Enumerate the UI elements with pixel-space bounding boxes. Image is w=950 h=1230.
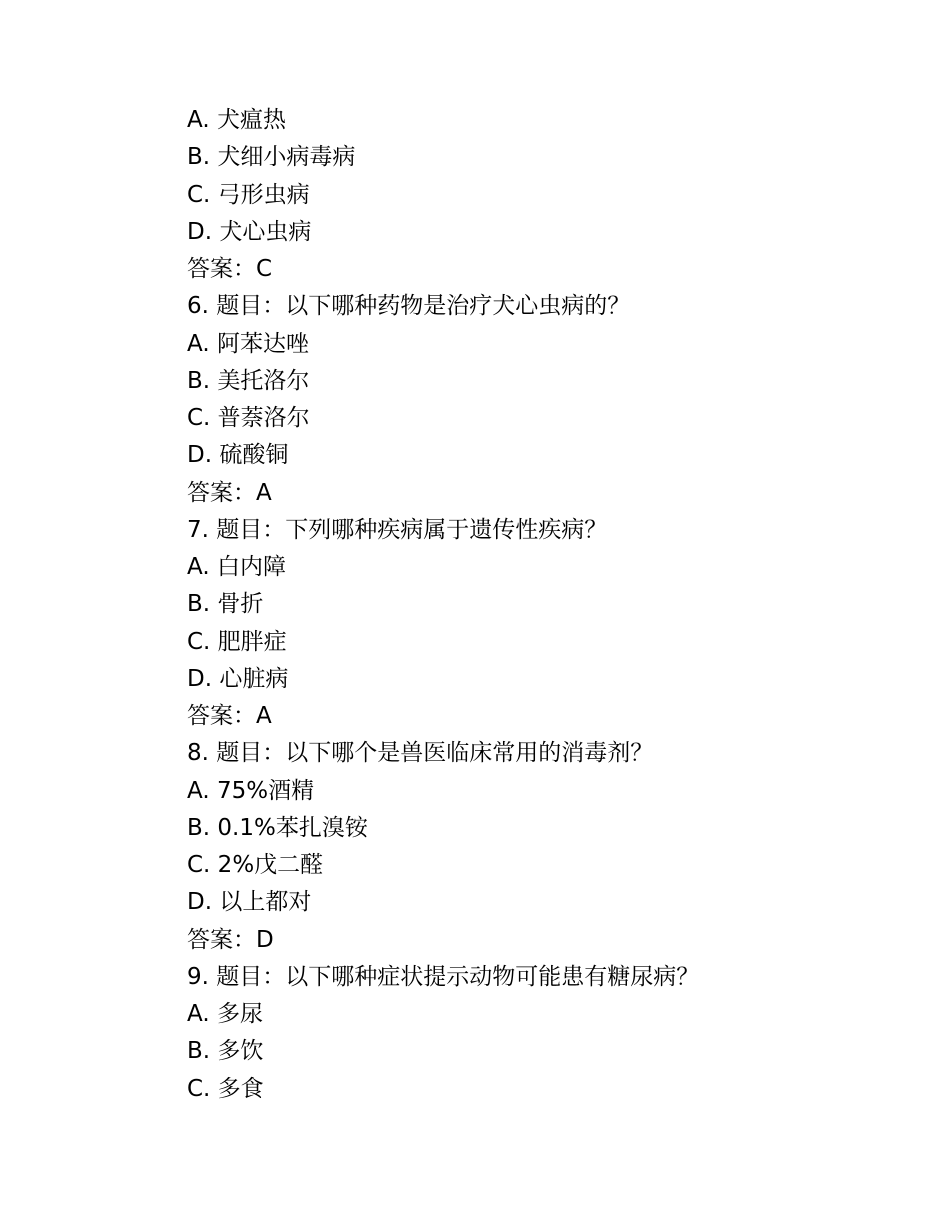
question-line: 8. 题目：以下哪个是兽医临床常用的消毒剂？ (187, 740, 654, 767)
option-line: D. 硫酸铜 (187, 442, 289, 469)
option-line: C. 肥胖症 (187, 628, 287, 655)
option-line: A. 犬瘟热 (187, 107, 286, 133)
option-line: D. 犬心虫病 (187, 218, 312, 245)
option-line: B. 多饮 (187, 1038, 264, 1065)
option-line: C. 弓形虫病 (187, 181, 310, 208)
option-line: C. 普萘洛尔 (187, 405, 310, 431)
question-line: 6. 题目：以下哪种药物是治疗犬心虫病的？ (187, 293, 631, 320)
option-line: D. 心脏病 (187, 665, 289, 692)
question-line: 9. 题目：以下哪种症状提示动物可能患有糖尿病？ (187, 963, 700, 990)
answer-line: 答案：A (187, 703, 272, 729)
option-line: A. 多尿 (187, 1001, 263, 1027)
document-body (187, 102, 887, 1108)
option-line: A. 75%酒精 (187, 777, 315, 804)
answer-line: 答案：D (187, 926, 274, 953)
option-line: B. 0.1%苯扎溴铵 (187, 814, 368, 841)
option-line: C. 多食 (187, 1075, 264, 1102)
option-line: C. 2%戊二醛 (187, 852, 324, 878)
option-line: B. 犬细小病毒病 (187, 144, 356, 171)
option-line: B. 骨折 (187, 591, 264, 618)
question-line: 7. 题目：下列哪种疾病属于遗传性疾病？ (187, 516, 608, 543)
answer-line: 答案：C (187, 256, 273, 282)
answer-line: 答案：A (187, 479, 272, 506)
option-line: A. 阿苯达唑 (187, 330, 309, 357)
option-line: D. 以上都对 (187, 889, 312, 916)
option-line: B. 美托洛尔 (187, 367, 310, 394)
option-line: A. 白内障 (187, 554, 286, 580)
